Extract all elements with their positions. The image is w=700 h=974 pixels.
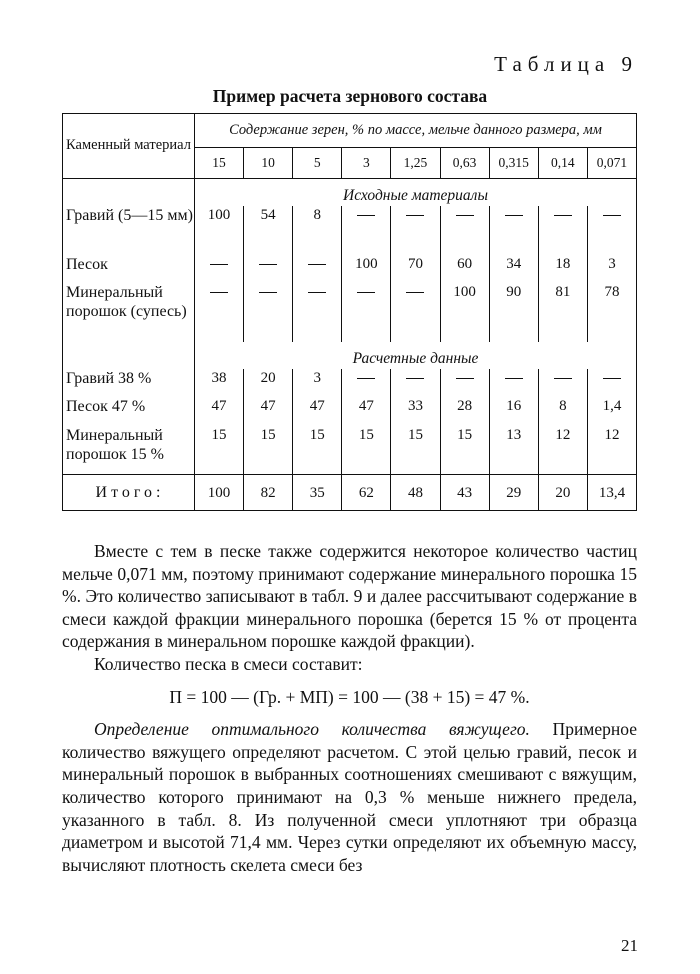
dash-mark (505, 378, 523, 379)
table-cell (587, 369, 636, 398)
size-header: 5 (293, 147, 342, 179)
formula: П = 100 — (Гр. + МП) = 100 — (38 + 15) = 47 %. (169, 686, 530, 707)
material-name: Песок (63, 255, 195, 284)
table-cell: 3 (293, 369, 342, 398)
table-cell (391, 206, 440, 255)
table-cell (293, 255, 342, 284)
total-cell: 20 (538, 475, 587, 511)
table-cell (538, 369, 587, 398)
section-calculated-data: Расчетные данные (195, 342, 637, 369)
grain-composition-table (62, 113, 637, 511)
dash-mark (259, 264, 277, 265)
material-name: Песок 47 % (63, 397, 195, 426)
dash-mark (308, 292, 326, 293)
table-cell: 15 (293, 426, 342, 475)
table-row (63, 397, 637, 426)
paragraph: Вместе с тем в песке также содержится некоторое количество частиц мельче 0,071 мм, поэтому принимают содержание минерального порошка 15 %. Это количество записывают в табл. 9 и далее рассчитывают содержание в смеси каждой фракции минерального порошка (берется 15 % от процента содержания в минеральном порошке каждой фракции). (62, 541, 637, 652)
table-cell: 15 (195, 426, 244, 475)
table-cell (195, 283, 244, 342)
table-cell (342, 206, 391, 255)
table-row (63, 206, 637, 255)
material-name: Гравий (5—15 мм) (63, 206, 195, 255)
table-cell: 16 (489, 397, 538, 426)
table-cell: 1,4 (587, 397, 636, 426)
dash-mark (406, 215, 424, 216)
table-cell: 70 (391, 255, 440, 284)
table-row (63, 255, 637, 284)
total-cell: 82 (244, 475, 293, 511)
dash-mark (505, 215, 523, 216)
dash-mark (406, 378, 424, 379)
dash-mark (456, 378, 474, 379)
table-cell: 60 (440, 255, 489, 284)
table-cell (440, 369, 489, 398)
table-cell (391, 369, 440, 398)
table-cell (489, 206, 538, 255)
table-cell: 28 (440, 397, 489, 426)
table-cell: 100 (195, 206, 244, 255)
dash-mark (210, 292, 228, 293)
table-cell (293, 283, 342, 342)
total-row (63, 475, 637, 511)
table-row (63, 283, 637, 342)
table-cell: 90 (489, 283, 538, 342)
table-cell (440, 206, 489, 255)
size-header: 15 (195, 147, 244, 179)
material-name: Гравий 38 % (63, 369, 195, 398)
table-cell: 13 (489, 426, 538, 475)
table-cell (342, 369, 391, 398)
table-cell: 47 (293, 397, 342, 426)
table-cell: 47 (342, 397, 391, 426)
total-cell: 35 (293, 475, 342, 511)
material-name: Минеральный порошок 15 % (63, 426, 195, 475)
total-cell: 48 (391, 475, 440, 511)
table-cell: 8 (293, 206, 342, 255)
material-name: Минеральный порошок (супесь) (63, 283, 195, 342)
size-header: 0,071 (587, 147, 636, 179)
table-cell: 81 (538, 283, 587, 342)
table-cell (538, 206, 587, 255)
table-cell (195, 255, 244, 284)
total-label: Итого: (63, 475, 195, 511)
section-initial-materials: Исходные материалы (195, 179, 637, 206)
header-grain-content: Содержание зерен, % по массе, мельче данного размера, мм (195, 114, 637, 148)
size-header: 0,14 (538, 147, 587, 179)
dash-mark (456, 215, 474, 216)
table-cell: 33 (391, 397, 440, 426)
table-cell (244, 283, 293, 342)
total-cell: 29 (489, 475, 538, 511)
table-cell: 78 (587, 283, 636, 342)
size-header: 1,25 (391, 147, 440, 179)
total-cell: 62 (342, 475, 391, 511)
table-cell (391, 283, 440, 342)
dash-mark (308, 264, 326, 265)
header-material: Каменный материал (63, 114, 195, 179)
total-cell: 43 (440, 475, 489, 511)
table-cell (244, 255, 293, 284)
dash-mark (259, 292, 277, 293)
size-header: 0,315 (489, 147, 538, 179)
dash-mark (603, 215, 621, 216)
table-cell: 3 (587, 255, 636, 284)
dash-mark (357, 215, 375, 216)
table-cell: 15 (244, 426, 293, 475)
size-header: 0,63 (440, 147, 489, 179)
dash-mark (406, 292, 424, 293)
table-cell: 12 (538, 426, 587, 475)
table-cell: 18 (538, 255, 587, 284)
size-header: 10 (244, 147, 293, 179)
paragraph-text: Примерное количество вяжущего определяют расчетом. С этой целью гравий, песок и минеральный порошок в выбранных соотношениях смешивают с вяжущим, количество которого принимают на 0,3 % меньше нижнего предела, указанного в табл. 8. Из полученной смеси уплотняют три образца диаметром и высотой 71,4 мм. Через сутки определяют их объемную массу, вычисляют плотность скелета смеси без (62, 719, 637, 875)
table-cell (587, 206, 636, 255)
dash-mark (357, 292, 375, 293)
table-cell: 100 (342, 255, 391, 284)
table-cell: 20 (244, 369, 293, 398)
dash-mark (210, 264, 228, 265)
dash-mark (357, 378, 375, 379)
page-number: 21 (621, 936, 638, 955)
dash-mark (603, 378, 621, 379)
body-text (62, 540, 637, 876)
table-title: Пример расчета зернового состава (212, 86, 488, 106)
table-cell: 100 (440, 283, 489, 342)
table-label: Таблица 9 (494, 52, 638, 76)
table-cell: 8 (538, 397, 587, 426)
table-cell: 12 (587, 426, 636, 475)
table-cell: 15 (342, 426, 391, 475)
dash-mark (554, 215, 572, 216)
table-cell: 47 (244, 397, 293, 426)
total-cell: 13,4 (587, 475, 636, 511)
table-cell: 15 (391, 426, 440, 475)
total-cell: 100 (195, 475, 244, 511)
table-cell: 15 (440, 426, 489, 475)
table-cell: 34 (489, 255, 538, 284)
table-cell (342, 283, 391, 342)
table-row (63, 426, 637, 475)
paragraph-heading: Определение оптимального количества вяжущего. (94, 719, 530, 740)
paragraph (62, 718, 637, 876)
table-cell: 54 (244, 206, 293, 255)
dash-mark (554, 378, 572, 379)
size-header: 3 (342, 147, 391, 179)
table-cell (489, 369, 538, 398)
table-row (63, 369, 637, 398)
table-cell: 38 (195, 369, 244, 398)
paragraph: Количество песка в смеси составит: (94, 653, 363, 674)
table-cell: 47 (195, 397, 244, 426)
